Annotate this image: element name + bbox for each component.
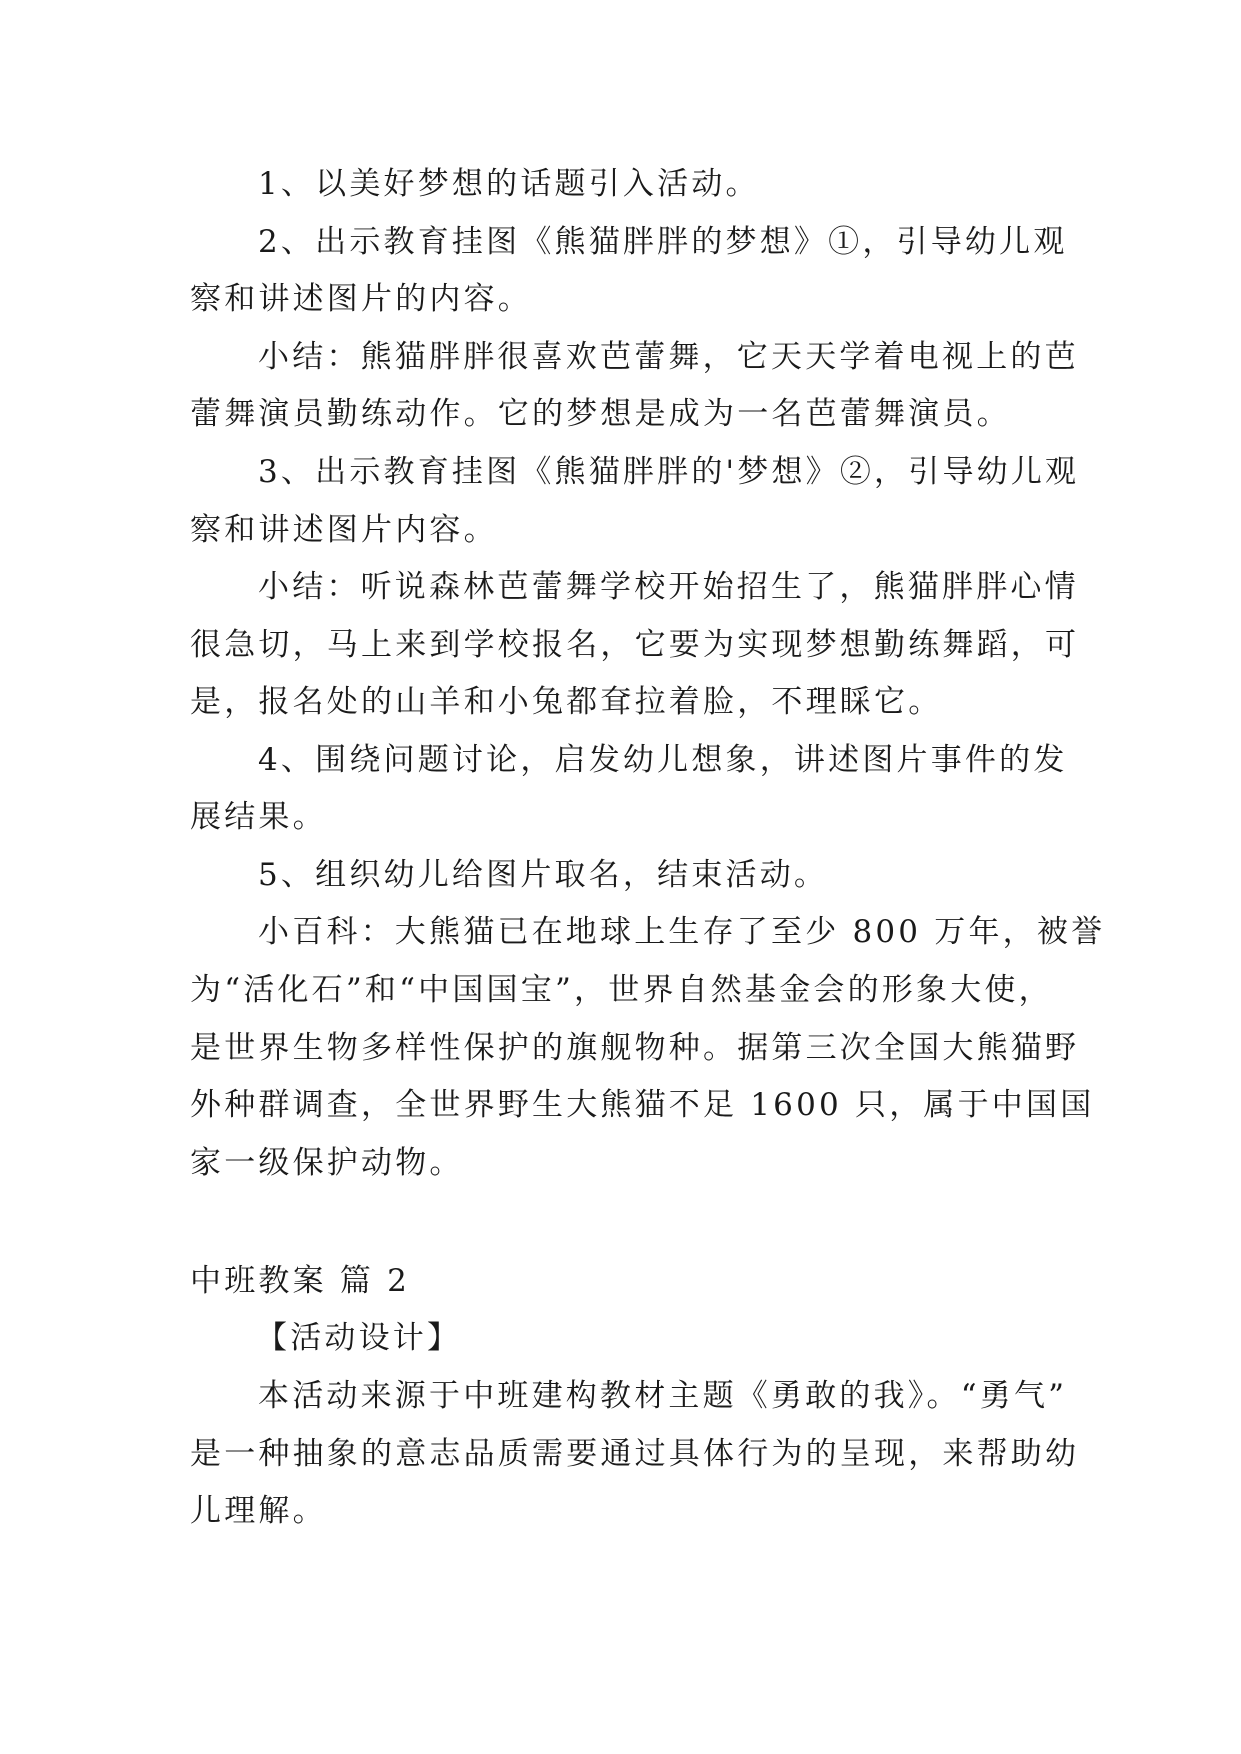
paragraph-line: 很急切，马上来到学校报名，它要为实现梦想勤练舞蹈，可 [190, 627, 1080, 663]
paragraph-line: 儿理解。 [190, 1493, 327, 1529]
paragraph-line: 是世界生物多样性保护的旗舰物种。据第三次全国大熊猫野 [190, 1030, 1080, 1066]
paragraph-line: 小结：听说森林芭蕾舞学校开始招生了，熊猫胖胖心情 [258, 569, 1079, 605]
paragraph-line: 家一级保护动物。 [190, 1145, 464, 1181]
paragraph-line: 察和讲述图片内容。 [190, 512, 498, 548]
paragraph-line: 小百科：大熊猫已在地球上生存了至少 800 万年，被誉 [258, 914, 1106, 950]
paragraph-line: 外种群调查，全世界野生大熊猫不足 1600 只，属于中国国 [190, 1087, 1095, 1123]
section-heading: 中班教案 篇 2 [190, 1263, 411, 1299]
paragraph-line: 小结：熊猫胖胖很喜欢芭蕾舞，它天天学着电视上的芭 [258, 339, 1079, 375]
subsection-heading: 【活动设计】 [256, 1320, 462, 1356]
paragraph-line: 是一种抽象的意志品质需要通过具体行为的呈现，来帮助幼 [190, 1436, 1080, 1472]
paragraph-line: 本活动来源于中班建构教材主题《勇敢的我》。“勇气” [258, 1378, 1068, 1414]
paragraph-line: 1、以美好梦想的话题引入活动。 [258, 166, 760, 202]
paragraph-line: 4、围绕问题讨论，启发幼儿想象，讲述图片事件的发 [258, 742, 1068, 778]
paragraph-line: 是，报名处的山羊和小兔都耷拉着脸，不理睬它。 [190, 684, 943, 720]
paragraph-line: 3、出示教育挂图《熊猫胖胖的'梦想》②，引导幼儿观 [258, 454, 1080, 490]
paragraph-line: 为“活化石”和“中国国宝”，世界自然基金会的形象大使， [190, 972, 1053, 1008]
paragraph-line: 2、出示教育挂图《熊猫胖胖的梦想》①，引导幼儿观 [258, 224, 1068, 260]
paragraph-line: 展结果。 [190, 799, 327, 835]
paragraph-line: 5、组织幼儿给图片取名，结束活动。 [258, 857, 829, 893]
paragraph-line: 察和讲述图片的内容。 [190, 281, 532, 317]
paragraph-line: 蕾舞演员勤练动作。它的梦想是成为一名芭蕾舞演员。 [190, 396, 1011, 432]
